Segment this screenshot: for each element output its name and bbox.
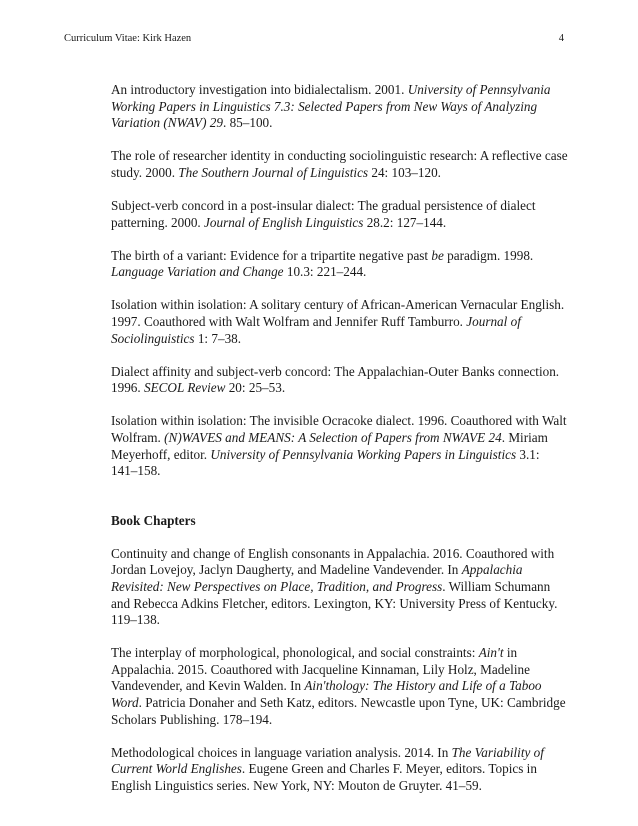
citation-text: in Appalachia. 2015. Coauthored with Jacqueline Kinnaman, Lily Holz, Madeline Vandevender, and Kevin Walden. In bbox=[111, 645, 530, 694]
citation-text: . William Schumann and Rebecca Adkins Fletcher, editors. Lexington, KY: University Press of Kentucky. 119–138. bbox=[111, 578, 558, 628]
header-title: Curriculum Vitae: Kirk Hazen bbox=[64, 33, 192, 44]
citation-italic-text: SECOL Review bbox=[143, 380, 226, 396]
citation-text: . 85–100. bbox=[222, 115, 273, 131]
citation-italic-text: Journal of Sociolinguistics bbox=[111, 313, 521, 346]
article-list bbox=[111, 82, 568, 480]
citation-text: 20: 25–53. bbox=[225, 380, 286, 396]
citation-italic-text: Journal of English Linguistics bbox=[204, 214, 364, 230]
page-number: 4 bbox=[558, 33, 564, 44]
citation-text: . Patricia Donaher and Seth Katz, editors. Newcastle upon Tyne, UK: Cambridge Scholars Publishing. 178–194. bbox=[111, 695, 566, 727]
citation-entry bbox=[111, 364, 568, 397]
page-content bbox=[111, 82, 568, 811]
citation-italic-text: University of Pennsylvania Working Papers in Linguistics bbox=[210, 446, 517, 462]
citation-text: The role of researcher identity in conducting sociolinguistic research: A reflective case study. 2000. bbox=[111, 148, 568, 180]
citation-text: Continuity and change of English consonants in Appalachia. 2016. Coauthored with Jordan Lovejoy, Jaclyn Daugherty, and Madeline Vandevender. In bbox=[111, 545, 555, 578]
citation-text: . Eugene Green and Charles F. Meyer, editors. Topics in English Linguistics series. New York, NY: Mouton de Gruyter. 41–59. bbox=[111, 761, 537, 793]
citation-text: 10.3: 221–244. bbox=[283, 264, 367, 280]
citation-text: Dialect affinity and subject-verb concord: The Appalachian-Outer Banks connection. 1996. bbox=[111, 363, 560, 396]
citation-text: The interplay of morphological, phonological, and social constraints: bbox=[111, 645, 479, 661]
citation-entry bbox=[111, 546, 568, 629]
citation-italic-text: University of Pennsylvania Working Papers in Linguistics 7.3: Selected Papers from New Ways of Analyzing Variation (NWAV) 29 bbox=[111, 82, 551, 131]
citation-text: 3.1: 141–158. bbox=[111, 446, 540, 479]
citation-entry bbox=[111, 148, 568, 181]
citation-entry bbox=[111, 745, 568, 795]
citation-text: The birth of a variant: Evidence for a tripartite negative past bbox=[111, 247, 432, 263]
citation-text: paradigm. 1998. bbox=[443, 247, 534, 263]
citation-text: Isolation within isolation: A solitary century of African-American Vernacular English. 1997. Coauthored with Walt Wolfram and Jennifer Ruff Tamburro. bbox=[111, 297, 565, 329]
citation-italic-text: Language Variation and Change bbox=[111, 264, 284, 280]
citation-text: Isolation within isolation: The invisible Ocracoke dialect. 1996. Coauthored with Walt Wolfram. bbox=[111, 413, 567, 445]
citation-text: An introductory investigation into bidialectalism. 2001. bbox=[111, 82, 408, 97]
citation-text: 24: 103–120. bbox=[368, 164, 441, 180]
citation-entry bbox=[111, 297, 568, 347]
citation-text: 1: 7–38. bbox=[194, 330, 242, 346]
citation-italic-text: Ain't bbox=[478, 645, 504, 661]
citation-italic-text: (N)WAVES and MEANS: A Selection of Papers from NWAVE 24 bbox=[164, 429, 502, 445]
citation-text: Methodological choices in language variation analysis. 2014. In bbox=[111, 744, 452, 760]
book-chapter-list bbox=[111, 546, 568, 795]
citation-entry bbox=[111, 413, 568, 479]
running-header bbox=[64, 33, 564, 44]
citation-entry bbox=[111, 82, 568, 132]
citation-text: . Miriam Meyerhoff, editor. bbox=[111, 429, 548, 462]
citation-entry bbox=[111, 198, 568, 231]
citation-italic-text: The Southern Journal of Linguistics bbox=[178, 164, 369, 180]
citation-entry bbox=[111, 248, 568, 281]
citation-italic-text: The Variability of Current World Englishes bbox=[111, 744, 544, 777]
citation-text: Subject-verb concord in a post-insular dialect: The gradual persistence of dialect patterning. 2000. bbox=[111, 197, 536, 230]
section-heading-book-chapters: Book Chapters bbox=[111, 512, 196, 528]
citation-entry bbox=[111, 645, 568, 728]
citation-italic-text: be bbox=[431, 247, 444, 263]
citation-italic-text: Appalachia Revisited: New Perspectives on Place, Tradition, and Progress bbox=[111, 562, 523, 594]
citation-italic-text: Ain'thology: The History and Life of a Taboo Word bbox=[111, 678, 542, 711]
citation-text: 28.2: 127–144. bbox=[363, 214, 447, 230]
